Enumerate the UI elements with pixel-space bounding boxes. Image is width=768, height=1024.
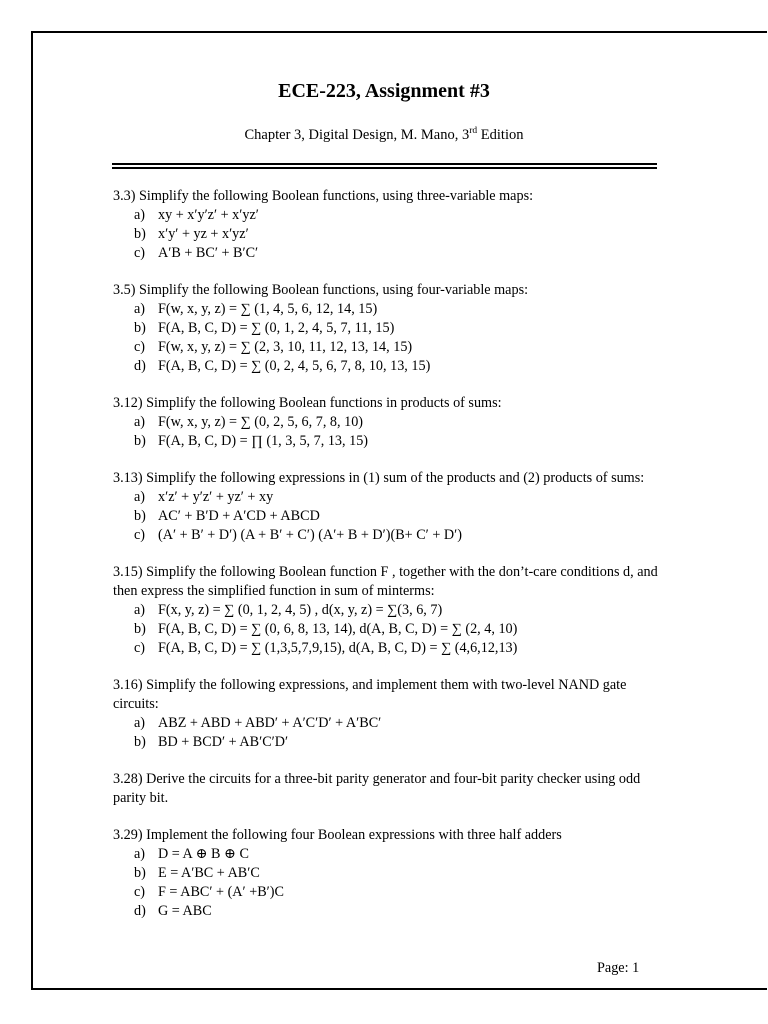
problem-statement: 3.28) Derive the circuits for a three-bit parity generator and four-bit parity checker using odd parity bit. xyxy=(113,771,641,806)
item-expression: BD + BCD′ + AB′C′D′ xyxy=(158,734,289,750)
item-expression: (A′ + B′ + D′) (A + B′ + C′) (A′+ B + D′)(B+ C′ + D′) xyxy=(158,527,462,543)
item-expression: x′y′ + yz + x′yz′ xyxy=(158,226,249,242)
item-expression: F(w, x, y, z) = ∑ (2, 3, 10, 11, 12, 13, 14, 15) xyxy=(158,339,413,355)
item-label: a) xyxy=(134,414,146,430)
problem-item xyxy=(113,206,658,225)
item-label: c) xyxy=(134,640,146,656)
item-expression: F = ABC′ + (A′ +B′)C xyxy=(158,884,284,900)
problem-item xyxy=(113,620,658,639)
item-label: d) xyxy=(134,903,146,919)
problem-item xyxy=(113,883,658,902)
item-label: a) xyxy=(134,846,146,862)
item-label: d) xyxy=(134,358,146,374)
problem-item xyxy=(113,300,658,319)
problem-item xyxy=(113,244,658,263)
problem-item xyxy=(113,225,658,244)
item-label: c) xyxy=(134,527,146,543)
item-expression: F(x, y, z) = ∑ (0, 1, 2, 4, 5) , d(x, y, z) = ∑(3, 6, 7) xyxy=(158,602,443,618)
item-label: c) xyxy=(134,884,146,900)
problem-item xyxy=(113,864,658,883)
subtitle-edition: Edition xyxy=(477,127,524,143)
problem-item xyxy=(113,714,658,733)
item-expression: xy + x′y′z′ + x′yz′ xyxy=(158,207,259,223)
problem-item xyxy=(113,845,658,864)
problem-item xyxy=(113,639,658,658)
item-label: c) xyxy=(134,245,146,261)
item-label: b) xyxy=(134,226,146,242)
page-number: Page: 1 xyxy=(597,960,640,976)
page-subtitle xyxy=(0,127,768,144)
item-expression: G = ABC xyxy=(158,903,212,919)
problem-statement: 3.5) Simplify the following Boolean functions, using four-variable maps: xyxy=(113,282,529,298)
item-label: a) xyxy=(134,715,146,731)
problem-item xyxy=(113,733,658,752)
item-expression: F(A, B, C, D) = ∏ (1, 3, 5, 7, 13, 15) xyxy=(158,433,369,449)
problem-statement: 3.29) Implement the following four Boolean expressions with three half adders xyxy=(113,827,562,843)
problem-list xyxy=(113,187,658,939)
problem-item xyxy=(113,319,658,338)
item-expression: F(A, B, C, D) = ∑ (0, 2, 4, 5, 6, 7, 8, 10, 13, 15) xyxy=(158,358,431,374)
header-rule-bottom xyxy=(112,167,657,169)
problem-statement: 3.16) Simplify the following expressions, and implement them with two-level NAND gate circuits: xyxy=(113,677,627,712)
item-label: a) xyxy=(134,489,146,505)
problem-block xyxy=(113,676,658,752)
subtitle-text: Chapter 3, Digital Design, M. Mano, 3 xyxy=(244,127,470,143)
item-label: c) xyxy=(134,339,146,355)
problem-item xyxy=(113,338,658,357)
item-expression: D = A ⊕ B ⊕ C xyxy=(158,846,249,862)
item-label: b) xyxy=(134,508,146,524)
item-expression: x′z′ + y′z′ + yz′ + xy xyxy=(158,489,274,505)
item-expression: F(A, B, C, D) = ∑ (1,3,5,7,9,15), d(A, B, C, D) = ∑ (4,6,12,13) xyxy=(158,640,518,656)
problem-item xyxy=(113,413,658,432)
problem-block xyxy=(113,469,658,545)
problem-block xyxy=(113,826,658,921)
item-label: b) xyxy=(134,734,146,750)
problem-item xyxy=(113,526,658,545)
item-expression: F(w, x, y, z) = ∑ (1, 4, 5, 6, 12, 14, 15) xyxy=(158,301,378,317)
item-expression: E = A′BC + AB′C xyxy=(158,865,260,881)
item-label: b) xyxy=(134,865,146,881)
item-expression: F(w, x, y, z) = ∑ (0, 2, 5, 6, 7, 8, 10) xyxy=(158,414,364,430)
problem-item xyxy=(113,432,658,451)
problem-block xyxy=(113,281,658,376)
problem-block xyxy=(113,394,658,451)
item-expression: F(A, B, C, D) = ∑ (0, 1, 2, 4, 5, 7, 11, 15) xyxy=(158,320,395,336)
item-label: a) xyxy=(134,602,146,618)
problem-block xyxy=(113,187,658,263)
problem-block xyxy=(113,563,658,658)
problem-item xyxy=(113,488,658,507)
problem-block xyxy=(113,770,658,808)
problem-statement: 3.3) Simplify the following Boolean functions, using three-variable maps: xyxy=(113,188,534,204)
item-label: a) xyxy=(134,301,146,317)
problem-item xyxy=(113,507,658,526)
problem-statement: 3.12) Simplify the following Boolean functions in products of sums: xyxy=(113,395,502,411)
item-label: b) xyxy=(134,433,146,449)
item-expression: A′B + BC′ + B′C′ xyxy=(158,245,259,261)
problem-statement: 3.13) Simplify the following expressions in (1) sum of the products and (2) products of sums: xyxy=(113,470,645,486)
item-label: b) xyxy=(134,621,146,637)
subtitle-superscript: rd xyxy=(469,126,478,136)
item-expression: ABZ + ABD + ABD′ + A′C′D′ + A′BC′ xyxy=(158,715,382,731)
problem-item xyxy=(113,357,658,376)
item-label: b) xyxy=(134,320,146,336)
header-rule-top xyxy=(112,163,657,165)
page-title: ECE-223, Assignment #3 xyxy=(278,80,490,102)
item-label: a) xyxy=(134,207,146,223)
problem-statement: 3.15) Simplify the following Boolean function F , together with the don’t-care conditions d, and then express the simplified function in sum of minterms: xyxy=(113,564,658,599)
item-expression: F(A, B, C, D) = ∑ (0, 6, 8, 13, 14), d(A, B, C, D) = ∑ (2, 4, 10) xyxy=(158,621,518,637)
problem-item xyxy=(113,601,658,620)
item-expression: AC′ + B′D + A′CD + ABCD xyxy=(158,508,320,524)
problem-item xyxy=(113,902,658,921)
